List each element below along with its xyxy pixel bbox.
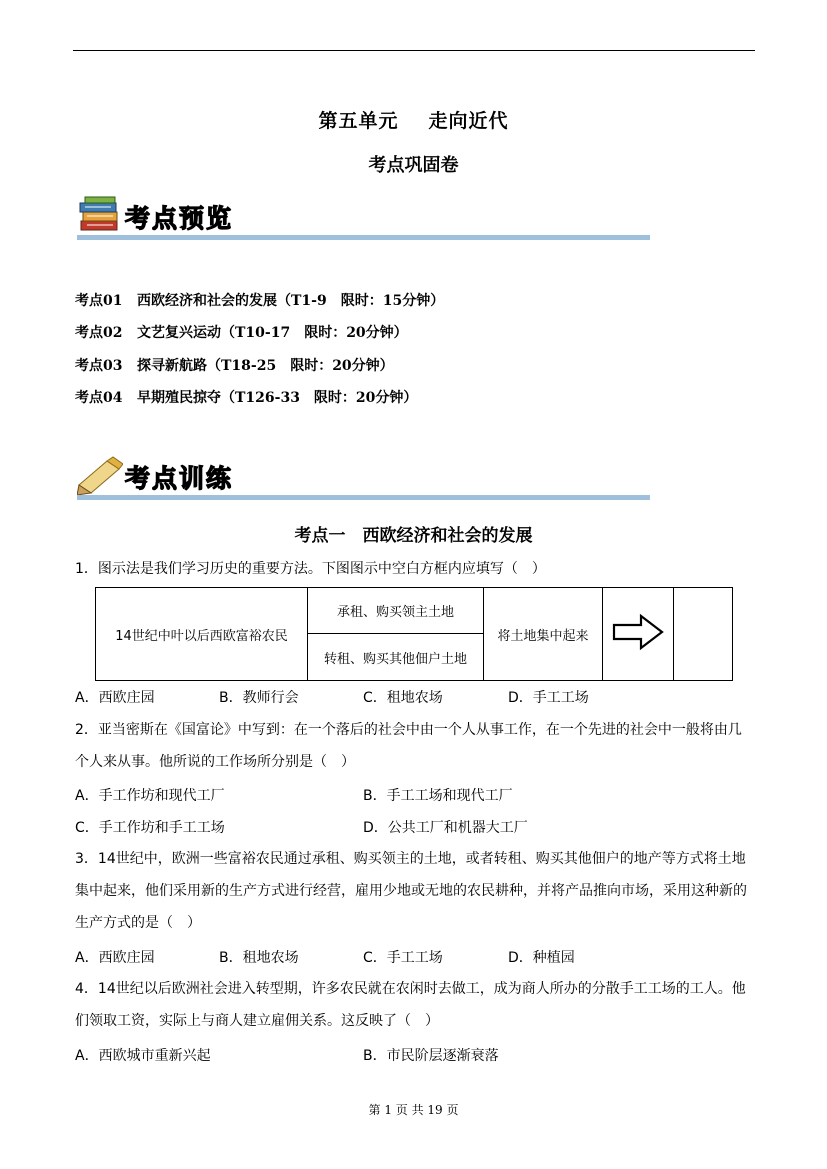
answer-option: B．教师行会 — [219, 690, 299, 706]
overview-item: 考点02 文艺复兴运动（T10-17 限时：20分钟） — [75, 325, 408, 341]
table-cell-subject: 14世纪中叶以后西欧富裕农民 — [96, 588, 308, 681]
unit-name: 走向近代 — [428, 110, 509, 132]
question-diagram-table — [95, 587, 733, 681]
table-cell-arrow — [603, 588, 674, 681]
overview-banner-label: 考点预览 — [125, 204, 234, 233]
question-text: 1．图示法是我们学习历史的重要方法。下图图示中空白方框内应填写（ ） — [75, 561, 546, 577]
answer-option: D．种植园 — [508, 950, 575, 966]
overview-banner — [77, 195, 657, 241]
answer-option: A．西欧城市重新兴起 — [75, 1048, 211, 1064]
answer-option: D．手工工场 — [508, 690, 589, 706]
training-banner-bar — [77, 495, 650, 500]
answer-option: B．手工工场和现代工厂 — [363, 788, 513, 804]
overview-item: 考点03 探寻新航路（T18-25 限时：20分钟） — [75, 358, 394, 374]
books-icon — [77, 195, 123, 235]
table-cell-means-1: 承租、购买领主土地 — [308, 588, 484, 634]
unit-number: 第五单元 — [318, 110, 399, 132]
answer-option: A．西欧庄园 — [75, 950, 155, 966]
training-banner-label: 考点训练 — [125, 464, 234, 493]
header-rule — [73, 50, 755, 51]
question-text: 2．亚当密斯在《国富论》中写到：在一个落后的社会中由一个人从事工作，在一个先进的社会中一般将由几个人来从事。他所说的工作场所分别是（ ） — [75, 722, 742, 770]
question-text: 3．14世纪中，欧洲一些富裕农民通过承租、购买领主的土地，或者转租、购买其他佃户的地产等方式将土地集中起来，他们采用新的生产方式进行经营，雇用少地或无地的农民耕种，并将产品推向市场，采用这种新的生产方式的是（ ） — [75, 851, 747, 931]
pencil-icon — [77, 455, 123, 495]
right-arrow-icon — [611, 613, 665, 651]
answer-option: D．公共工厂和机器大工厂 — [363, 820, 528, 836]
table-cell-blank — [674, 588, 733, 681]
training-banner — [77, 455, 657, 501]
topic-heading: 考点一 西欧经济和社会的发展 — [294, 526, 533, 546]
table-cell-means-2: 转租、购买其他佃户土地 — [308, 634, 484, 681]
question-text: 4．14世纪以后欧洲社会进入转型期，许多农民就在农闲时去做工，成为商人所办的分散手工工场的工人。他们领取工资，实际上与商人建立雇佣关系。这反映了（ ） — [75, 981, 746, 1029]
answer-option: A．西欧庄园 — [75, 690, 155, 706]
answer-option: B．市民阶层逐渐衰落 — [363, 1048, 499, 1064]
overview-banner-bar — [77, 235, 650, 240]
overview-item: 考点04 早期殖民掠夺（T126-33 限时：20分钟） — [75, 390, 418, 406]
answer-option: C．手工工场 — [363, 950, 443, 966]
answer-option: B．租地农场 — [219, 950, 299, 966]
paper-subtitle: 考点巩固卷 — [368, 155, 459, 176]
table-cell-result: 将土地集中起来 — [484, 588, 603, 681]
answer-option: A．手工作坊和现代工厂 — [75, 788, 225, 804]
answer-option: C．租地农场 — [363, 690, 443, 706]
page-footer: 第 1 页 共 19 页 — [368, 1103, 459, 1117]
overview-item: 考点01 西欧经济和社会的发展（T1-9 限时：15分钟） — [75, 293, 445, 309]
answer-option: C．手工作坊和手工工场 — [75, 820, 225, 836]
unit-title — [0, 106, 827, 133]
